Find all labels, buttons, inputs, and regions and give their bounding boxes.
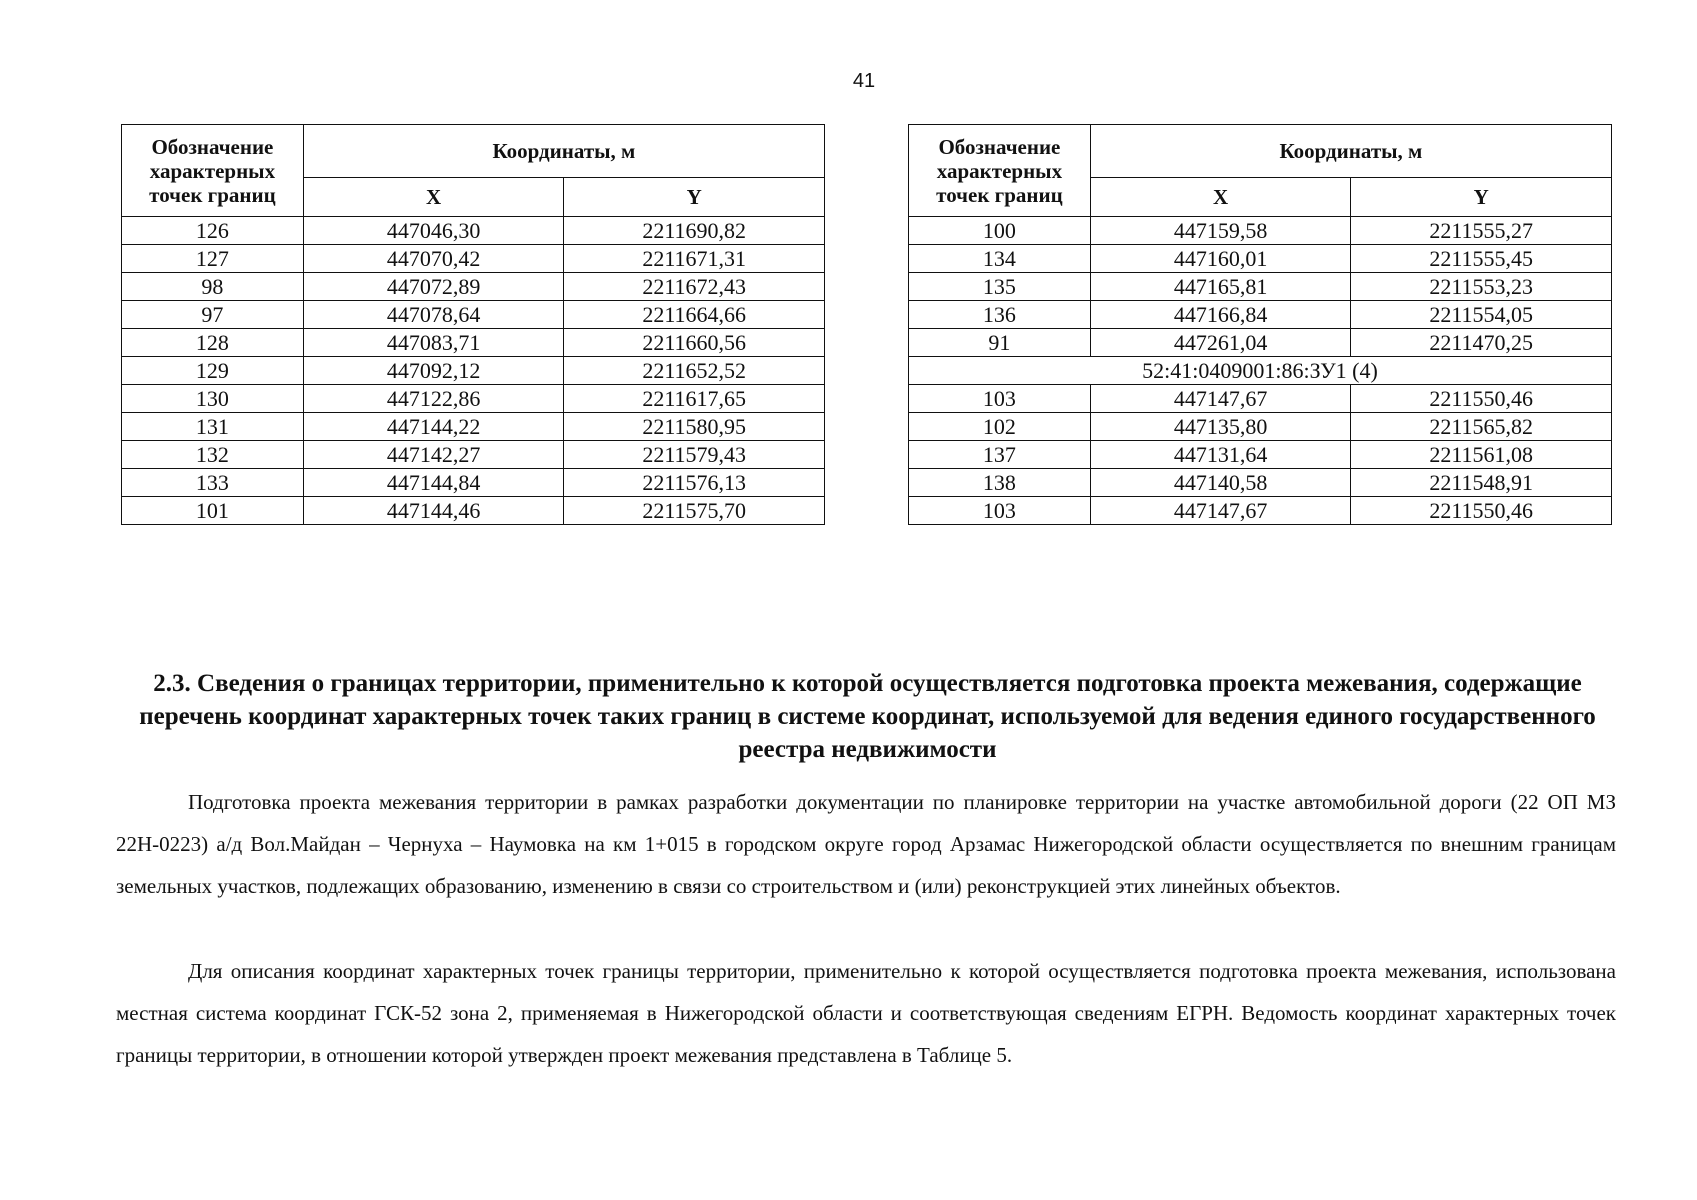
x-coordinate-cell: 447046,30 bbox=[303, 217, 564, 245]
point-cell: 136 bbox=[909, 301, 1091, 329]
y-coordinate-cell: 2211554,05 bbox=[1351, 301, 1612, 329]
table-row bbox=[122, 329, 825, 357]
y-coordinate-cell: 2211553,23 bbox=[1351, 273, 1612, 301]
y-coordinate-cell: 2211561,08 bbox=[1351, 441, 1612, 469]
coordinates-table-right bbox=[908, 124, 1612, 525]
point-cell: 127 bbox=[122, 245, 304, 273]
header-coordinates: Координаты, м bbox=[1090, 125, 1611, 178]
x-coordinate-cell: 447078,64 bbox=[303, 301, 564, 329]
point-cell: 128 bbox=[122, 329, 304, 357]
paragraph-2: Для описания координат характерных точек границы территории, применительно к которой осуществляется подготовка проекта межевания, использована местная система координат ГСК-52 зона 2, применяемая в Нижегородской области и соответствующая сведениям ЕГРН. Ведомость координат характерных точек границы территории, в отношении которой утвержден проект межевания представлена в Таблице 5. bbox=[116, 959, 1616, 1067]
y-coordinate-cell: 2211664,66 bbox=[564, 301, 825, 329]
table-row bbox=[909, 441, 1612, 469]
point-cell: 101 bbox=[122, 497, 304, 525]
x-coordinate-cell: 447131,64 bbox=[1090, 441, 1351, 469]
y-coordinate-cell: 2211575,70 bbox=[564, 497, 825, 525]
x-coordinate-cell: 447147,67 bbox=[1090, 497, 1351, 525]
point-cell: 102 bbox=[909, 413, 1091, 441]
paragraph-1: Подготовка проекта межевания территории в рамках разработки документации по планировке территории на участке автомобильной дороги (22 ОП МЗ 22Н-0223) а/д Вол.Майдан – Чернуха – Наумовка на км 1+015 в городском округе город Арзамас Нижегородской области осуществляется по внешним границам земельных участков, подлежащих образованию, изменению в связи со строительством и (или) реконструкцией этих линейных объектов. bbox=[116, 790, 1616, 898]
table-row bbox=[122, 441, 825, 469]
x-coordinate-cell: 447166,84 bbox=[1090, 301, 1351, 329]
y-coordinate-cell: 2211548,91 bbox=[1351, 469, 1612, 497]
header-x: X bbox=[1090, 178, 1351, 217]
table-row bbox=[909, 497, 1612, 525]
point-cell: 91 bbox=[909, 329, 1091, 357]
header-y: Y bbox=[1351, 178, 1612, 217]
x-coordinate-cell: 447135,80 bbox=[1090, 413, 1351, 441]
table-row bbox=[909, 217, 1612, 245]
y-coordinate-cell: 2211671,31 bbox=[564, 245, 825, 273]
x-coordinate-cell: 447144,84 bbox=[303, 469, 564, 497]
x-coordinate-cell: 447122,86 bbox=[303, 385, 564, 413]
y-coordinate-cell: 2211555,45 bbox=[1351, 245, 1612, 273]
table-row bbox=[909, 385, 1612, 413]
x-coordinate-cell: 447144,46 bbox=[303, 497, 564, 525]
y-coordinate-cell: 2211660,56 bbox=[564, 329, 825, 357]
point-cell: 97 bbox=[122, 301, 304, 329]
x-coordinate-cell: 447072,89 bbox=[303, 273, 564, 301]
table-row bbox=[909, 245, 1612, 273]
header-coordinates: Координаты, м bbox=[303, 125, 824, 178]
table-row bbox=[122, 413, 825, 441]
x-coordinate-cell: 447140,58 bbox=[1090, 469, 1351, 497]
section-heading: 2.3. Сведения о границах территории, применительно к которой осуществляется подготовка проекта межевания, содержащие перечень координат характерных точек таких границ в системе координат, используемой для ведения единого государственного реестра недвижимости bbox=[139, 670, 1596, 763]
table-row bbox=[122, 385, 825, 413]
y-coordinate-cell: 2211690,82 bbox=[564, 217, 825, 245]
x-coordinate-cell: 447147,67 bbox=[1090, 385, 1351, 413]
header-designation: Обозначение характерных точек границ bbox=[122, 125, 304, 217]
table-row bbox=[909, 301, 1612, 329]
y-coordinate-cell: 2211550,46 bbox=[1351, 385, 1612, 413]
y-coordinate-cell: 2211672,43 bbox=[564, 273, 825, 301]
table-row bbox=[122, 273, 825, 301]
point-cell: 134 bbox=[909, 245, 1091, 273]
header-designation: Обозначение характерных точек границ bbox=[909, 125, 1091, 217]
x-coordinate-cell: 447142,27 bbox=[303, 441, 564, 469]
table-row bbox=[909, 329, 1612, 357]
y-coordinate-cell: 2211470,25 bbox=[1351, 329, 1612, 357]
y-coordinate-cell: 2211576,13 bbox=[564, 469, 825, 497]
x-coordinate-cell: 447144,22 bbox=[303, 413, 564, 441]
table-row bbox=[122, 217, 825, 245]
parcel-label: 52:41:0409001:86:ЗУ1 (4) bbox=[909, 357, 1612, 385]
y-coordinate-cell: 2211579,43 bbox=[564, 441, 825, 469]
table-row bbox=[122, 301, 825, 329]
y-coordinate-cell: 2211652,52 bbox=[564, 357, 825, 385]
x-coordinate-cell: 447083,71 bbox=[303, 329, 564, 357]
point-cell: 130 bbox=[122, 385, 304, 413]
coordinates-table-left bbox=[121, 124, 825, 525]
x-coordinate-cell: 447159,58 bbox=[1090, 217, 1351, 245]
x-coordinate-cell: 447092,12 bbox=[303, 357, 564, 385]
x-coordinate-cell: 447261,04 bbox=[1090, 329, 1351, 357]
table-row bbox=[122, 469, 825, 497]
table-row bbox=[122, 497, 825, 525]
point-cell: 103 bbox=[909, 385, 1091, 413]
table-row bbox=[122, 357, 825, 385]
table-row bbox=[909, 413, 1612, 441]
y-coordinate-cell: 2211580,95 bbox=[564, 413, 825, 441]
table-row bbox=[122, 245, 825, 273]
table-row bbox=[909, 469, 1612, 497]
header-x: X bbox=[303, 178, 564, 217]
page-number: 41 bbox=[852, 70, 876, 92]
point-cell: 135 bbox=[909, 273, 1091, 301]
point-cell: 131 bbox=[122, 413, 304, 441]
point-cell: 98 bbox=[122, 273, 304, 301]
point-cell: 133 bbox=[122, 469, 304, 497]
table-row bbox=[909, 273, 1612, 301]
point-cell: 132 bbox=[122, 441, 304, 469]
x-coordinate-cell: 447070,42 bbox=[303, 245, 564, 273]
point-cell: 138 bbox=[909, 469, 1091, 497]
point-cell: 129 bbox=[122, 357, 304, 385]
point-cell: 100 bbox=[909, 217, 1091, 245]
header-y: Y bbox=[564, 178, 825, 217]
parcel-row bbox=[909, 357, 1612, 385]
y-coordinate-cell: 2211555,27 bbox=[1351, 217, 1612, 245]
point-cell: 103 bbox=[909, 497, 1091, 525]
y-coordinate-cell: 2211617,65 bbox=[564, 385, 825, 413]
point-cell: 126 bbox=[122, 217, 304, 245]
x-coordinate-cell: 447160,01 bbox=[1090, 245, 1351, 273]
y-coordinate-cell: 2211550,46 bbox=[1351, 497, 1612, 525]
x-coordinate-cell: 447165,81 bbox=[1090, 273, 1351, 301]
point-cell: 137 bbox=[909, 441, 1091, 469]
y-coordinate-cell: 2211565,82 bbox=[1351, 413, 1612, 441]
